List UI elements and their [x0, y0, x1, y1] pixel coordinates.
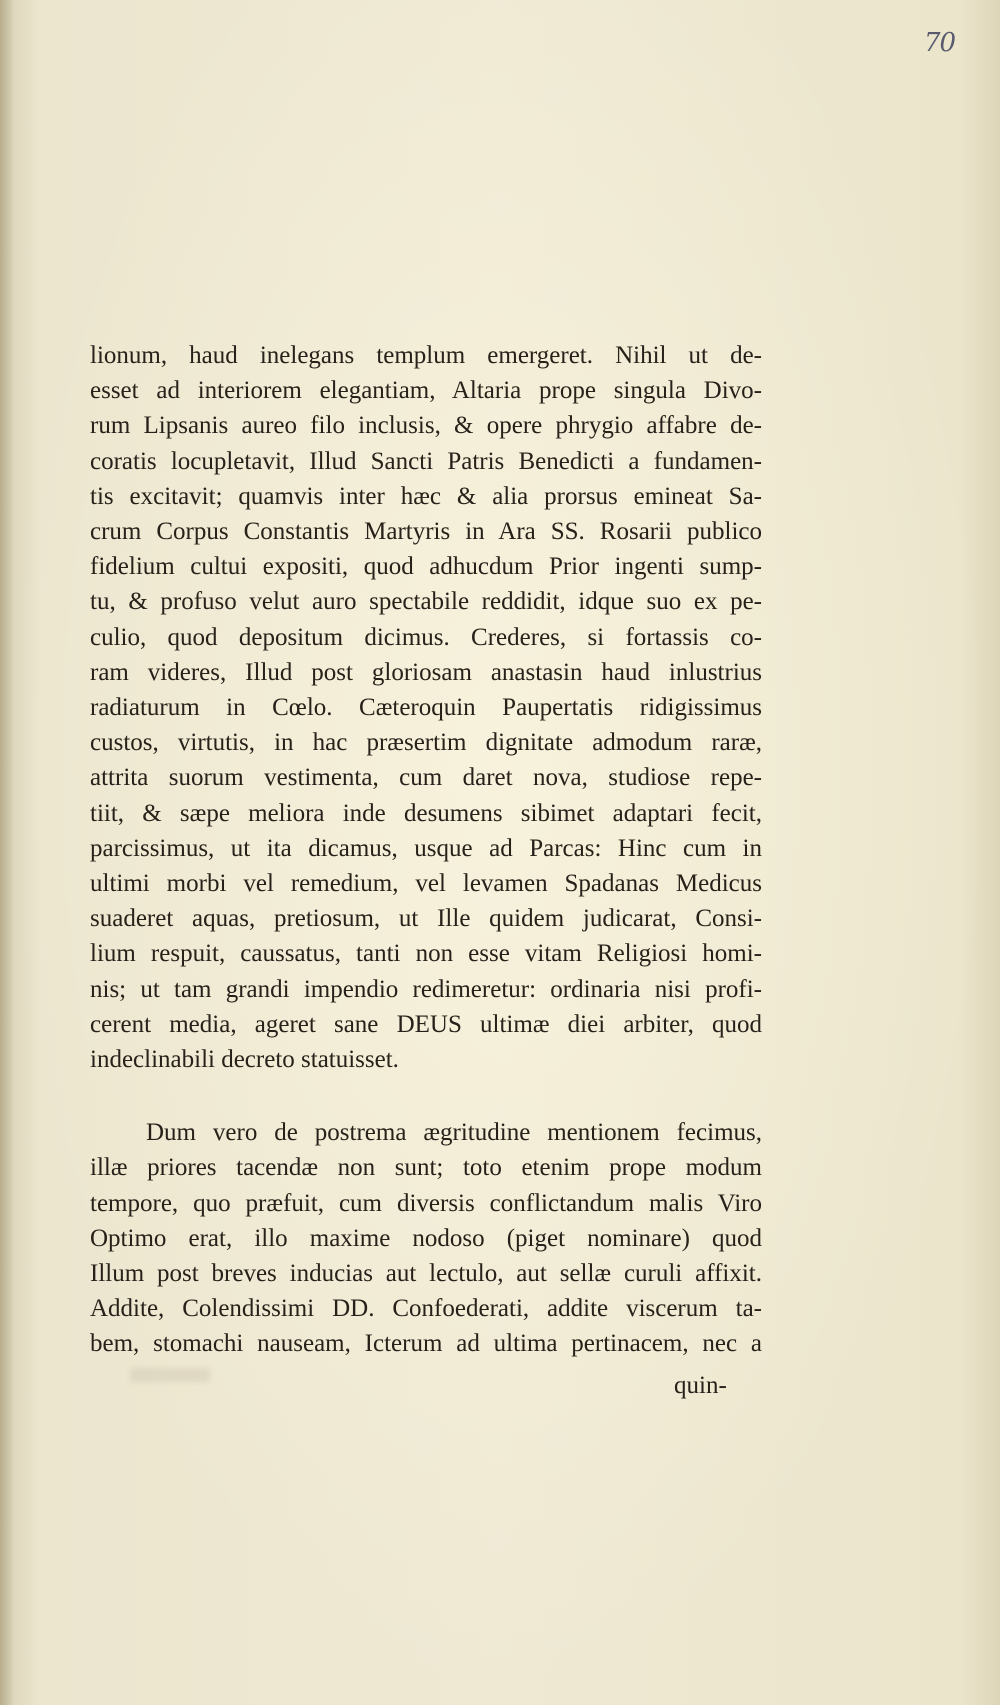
text-line: esset ad interiorem elegantiam, Altaria prope singula Divo-: [90, 377, 762, 405]
text-line: tempore, quo præfuit, cum diversis conflictandum malis Viro: [90, 1189, 762, 1217]
main-text: [90, 338, 762, 1362]
paragraph-gap: [90, 1077, 762, 1115]
text-line: Illum post breves inducias aut lectulo, aut sellæ curuli affixit.: [90, 1260, 762, 1288]
text-line: ram videres, Illud post gloriosam anastasin haud inlustrius: [90, 658, 762, 686]
text-line: illæ priores tacendæ non sunt; toto etenim prope modum: [90, 1154, 762, 1182]
text-line: ultimi morbi vel remedium, vel levamen Spadanas Medicus: [90, 870, 762, 898]
paragraph-2: [90, 1115, 762, 1361]
text-line: culio, quod depositum dicimus. Crederes, si fortassis co-: [90, 623, 762, 651]
text-line: tiit, & sæpe meliora inde desumens sibimet adaptari fecit,: [90, 799, 762, 827]
ink-bleed-mark: [130, 1368, 210, 1382]
text-line: cerent media, ageret sane DEUS ultimæ diei arbiter, quod: [90, 1010, 762, 1038]
text-line: parcissimus, ut ita dicamus, usque ad Parcas: Hinc cum in: [90, 834, 762, 862]
text-line: lionum, haud inelegans templum emergeret. Nihil ut de-: [90, 342, 762, 369]
text-line: Addite, Colendissimi DD. Confoederati, addite viscerum ta-: [90, 1295, 762, 1323]
text-line: tu, & profuso velut auro spectabile reddidit, idque suo ex pe-: [90, 588, 762, 616]
text-line: Optimo erat, illo maxime nodoso (piget nominare) quod: [90, 1224, 762, 1252]
text-line: crum Corpus Constantis Martyris in Ara SS. Rosarii publico: [90, 518, 762, 546]
text-line: suaderet aquas, pretiosum, ut Ille quidem judicarat, Consi-: [90, 905, 762, 933]
text-line: custos, virtutis, in hac præsertim dignitate admodum raræ,: [90, 729, 762, 757]
text-line: nis; ut tam grandi impendio redimeretur: ordinaria nisi profi-: [90, 975, 762, 1003]
text-line: attrita suorum vestimenta, cum daret nova, studiose repe-: [90, 764, 762, 792]
text-line: radiaturum in Cœlo. Cæteroquin Paupertatis ridigissimus: [90, 694, 762, 722]
text-line: Dum vero de postrema ægritudine mentionem fecimus,: [146, 1119, 762, 1147]
text-line: bem, stomachi nauseam, Icterum ad ultima pertinacem, nec a: [90, 1330, 762, 1358]
text-line: rum Lipsanis aureo filo inclusis, & opere phrygio affabre de-: [90, 412, 762, 440]
text-line: lium respuit, caussatus, tanti non esse vitam Religiosi homi-: [90, 940, 762, 968]
paragraph-1: [90, 338, 762, 1077]
text-line: coratis locupletavit, Illud Sancti Patris Benedicti a fundamen-: [90, 447, 762, 475]
folio-number: 70: [924, 28, 956, 58]
catchword: quin-: [674, 1372, 727, 1399]
text-line: indeclinabili decreto statuisset.: [90, 1046, 399, 1074]
text-line: tis excitavit; quamvis inter hæc & alia prorsus emineat Sa-: [90, 482, 762, 510]
text-line: fidelium cultui expositi, quod adhucdum Prior ingenti sump-: [90, 553, 762, 581]
